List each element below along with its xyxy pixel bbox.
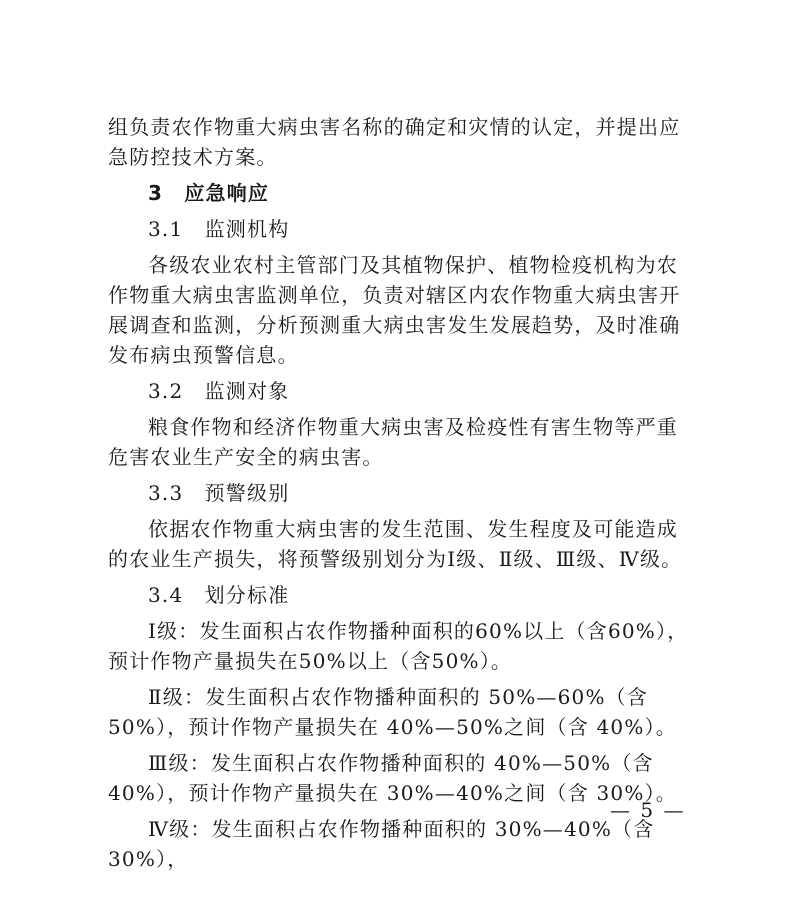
level-4-criteria: Ⅳ级：发生面积占农作物播种面积的 30%—40%（含 30%）， — [108, 817, 655, 871]
level-3-criteria: Ⅲ级：发生面积占农作物播种面积的 40%—50%（含 40%），预计作物产量损失在 30%—40%之间（含 30%）。 — [108, 751, 677, 805]
subsection-heading-3-2: 3.2 监测对象 — [148, 379, 290, 403]
section-heading-3: 3 应急响应 — [148, 181, 270, 205]
document-body — [108, 112, 698, 874]
paragraph-3-2: 粮食作物和经济作物重大病虫害及检疫性有害生物等严重危害农业生产安全的病虫害。 — [108, 415, 678, 469]
paragraph-continuation: 组负责农作物重大病虫害名称的确定和灾情的认定，并提出应急防控技术方案。 — [108, 115, 681, 169]
subsection-heading-3-1: 3.1 监测机构 — [148, 217, 290, 241]
level-2-criteria: Ⅱ级：发生面积占农作物播种面积的 50%—60%（含 50%），预计作物产量损失在 40%—50%之间（含 40%）。 — [108, 685, 677, 739]
subsection-heading-3-4: 3.4 划分标准 — [148, 583, 290, 607]
level-1-criteria: Ⅰ级：发生面积占农作物播种面积的60%以上（含60%），预计作物产量损失在50%以上（含50%）。 — [108, 619, 689, 673]
page-number: — 5 — — [610, 798, 686, 822]
subsection-heading-3-3: 3.3 预警级别 — [148, 481, 290, 505]
paragraph-3-1: 各级农业农村主管部门及其植物保护、植物检疫机构为农作物重大病虫害监测单位，负责对辖区内农作物重大病虫害开展调查和监测，分析预测重大病虫害发生发展趋势，及时准确发布病虫预警信息。 — [108, 253, 681, 367]
paragraph-3-3: 依据农作物重大病虫害的发生范围、发生程度及可能造成的农业生产损失，将预警级别划分为Ⅰ级、Ⅱ级、Ⅲ级、Ⅳ级。 — [108, 517, 683, 571]
